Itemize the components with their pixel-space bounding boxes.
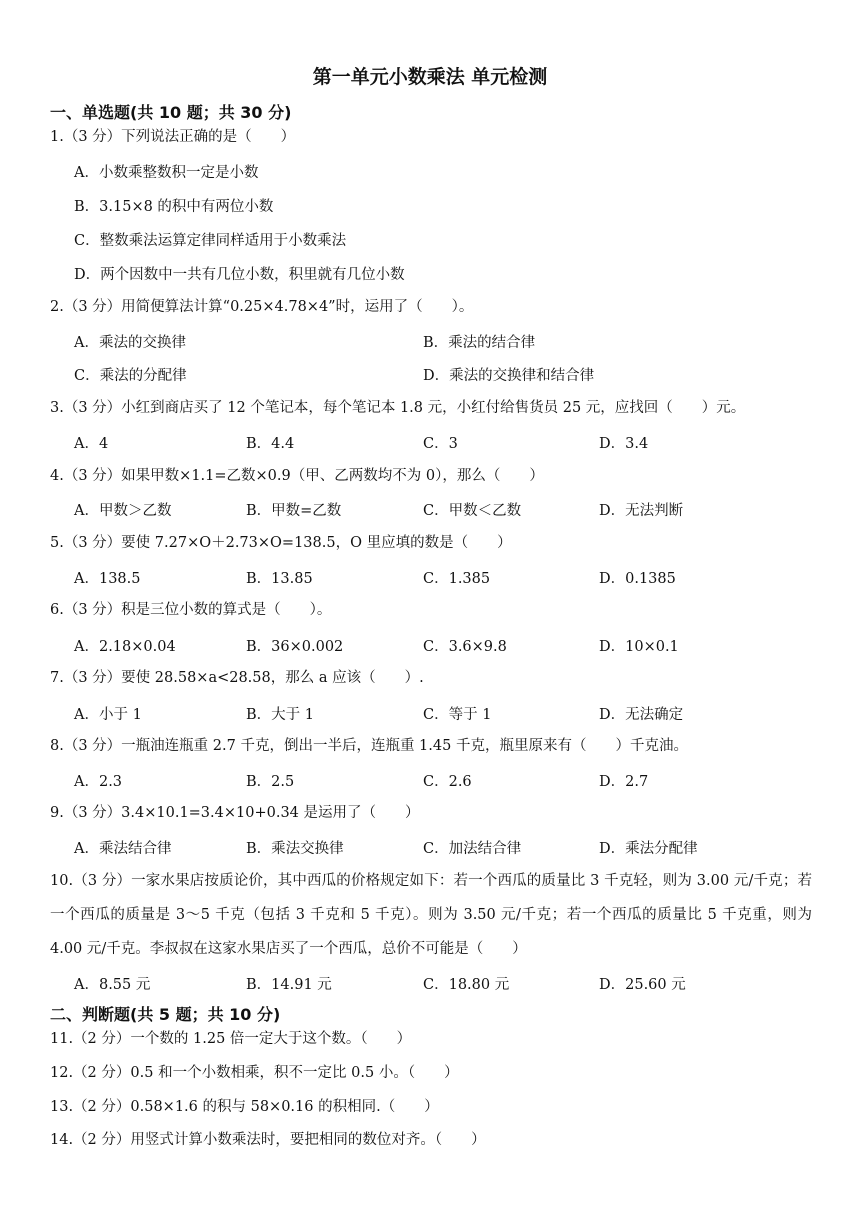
option-c: C．加法结合律 <box>423 841 522 857</box>
option-b: B．甲数=乙数 <box>246 503 342 519</box>
option-a: A．乘法的交换律 <box>74 335 186 351</box>
option-c: C．3.6×9.8 <box>423 639 507 655</box>
option-c: C．1.385 <box>423 571 491 587</box>
question-stem: 2.（3 分）用简便算法计算“0.25×4.78×4”时，运用了（ ）。 <box>50 299 474 315</box>
question-stem: 5.（3 分）要使 7.27×O＋2.73×O=138.5，O 里应填的数是（ ） <box>50 535 512 551</box>
option-b: B．大于 1 <box>246 707 314 723</box>
question-stem: 12.（2 分）0.5 和一个小数相乘，积不一定比 0.5 小。（ ） <box>50 1065 459 1081</box>
option-d: D．25.60 元 <box>599 977 686 993</box>
option-a: A．乘法结合律 <box>74 841 172 857</box>
option-b: B．2.5 <box>246 774 295 790</box>
option-d: D．10×0.1 <box>599 639 679 655</box>
question-stem: 6.（3 分）积是三位小数的算式是（ ）。 <box>50 602 332 618</box>
option-a: A．小数乘整数积一定是小数 <box>74 165 259 181</box>
question-stem: 9.（3 分）3.4×10.1=3.4×10+0.34 是运用了（ ） <box>50 805 420 821</box>
option-c: C．等于 1 <box>423 707 492 723</box>
option-d: D．两个因数中一共有几位小数，积里就有几位小数 <box>74 267 405 283</box>
option-b: B．13.85 <box>246 571 313 587</box>
question-stem: 10.（3 分）一家水果店按质论价，其中西瓜的价格规定如下：若一个西瓜的质量比 3 千克轻，则为 3.00 元/千克；若一个西瓜的质量是 3～5 千克（包括 3 千克和 5 千克）。则为 3.50 元/千克；若一个西瓜的质量比 5 千克重，则为 4.00 元/千克。李叔叔在这家水果店买了一个西瓜，总价不可能是（ ） <box>50 873 812 957</box>
option-a: A．138.5 <box>74 571 141 587</box>
option-b: B．4.4 <box>246 436 295 452</box>
section-heading-single-choice: 一、单选题(共 10 题；共 30 分) <box>50 103 292 122</box>
option-a: A．2.18×0.04 <box>74 639 176 655</box>
option-c: C．2.6 <box>423 774 472 790</box>
option-d: D．2.7 <box>599 774 649 790</box>
question-stem: 8.（3 分）一瓶油连瓶重 2.7 千克，倒出一半后，连瓶重 1.45 千克，瓶里原来有（ ）千克油。 <box>50 738 688 754</box>
option-b: B．3.15×8 的积中有两位小数 <box>74 199 274 215</box>
option-d: D．3.4 <box>599 436 649 452</box>
option-a: A．甲数＞乙数 <box>74 503 172 519</box>
question-stem: 14.（2 分）用竖式计算小数乘法时，要把相同的数位对齐。（ ） <box>50 1132 486 1148</box>
option-c: C．乘法的分配律 <box>74 368 187 384</box>
option-b: B．乘法交换律 <box>246 841 344 857</box>
question-stem: 1.（3 分）下列说法正确的是（ ） <box>50 129 296 145</box>
question-stem: 7.（3 分）要使 28.58×a<28.58，那么 a 应该（ ）. <box>50 670 424 686</box>
option-b: B．乘法的结合律 <box>423 335 536 351</box>
option-c: C．甲数＜乙数 <box>423 503 522 519</box>
option-a: A．4 <box>74 436 109 452</box>
option-d: D．无法确定 <box>599 707 684 723</box>
page-title: 第一单元小数乘法 单元检测 <box>312 66 548 88</box>
option-a: A．8.55 元 <box>74 977 151 993</box>
option-a: A．小于 1 <box>74 707 142 723</box>
option-d: D．无法判断 <box>599 503 684 519</box>
option-a: A．2.3 <box>74 774 123 790</box>
question-stem: 13.（2 分）0.58×1.6 的积与 58×0.16 的积相同.（ ） <box>50 1099 439 1115</box>
option-d: D．乘法的交换律和结合律 <box>423 368 595 384</box>
question-stem: 3.（3 分）小红到商店买了 12 个笔记本，每个笔记本 1.8 元，小红付给售货员 25 元，应找回（ ）元。 <box>50 400 746 416</box>
option-c: C．18.80 元 <box>423 977 510 993</box>
option-d: D．乘法分配律 <box>599 841 698 857</box>
section-heading-true-false: 二、判断题(共 5 题；共 10 分) <box>50 1005 281 1024</box>
question-stem: 4.（3 分）如果甲数×1.1=乙数×0.9（甲、乙两数均不为 0），那么（ ） <box>50 468 544 484</box>
question-stem: 11.（2 分）一个数的 1.25 倍一定大于这个数。（ ） <box>50 1031 412 1047</box>
option-d: D．0.1385 <box>599 571 676 587</box>
option-b: B．14.91 元 <box>246 977 332 993</box>
option-b: B．36×0.002 <box>246 639 344 655</box>
option-c: C．3 <box>423 436 458 452</box>
option-c: C．整数乘法运算定律同样适用于小数乘法 <box>74 233 347 249</box>
